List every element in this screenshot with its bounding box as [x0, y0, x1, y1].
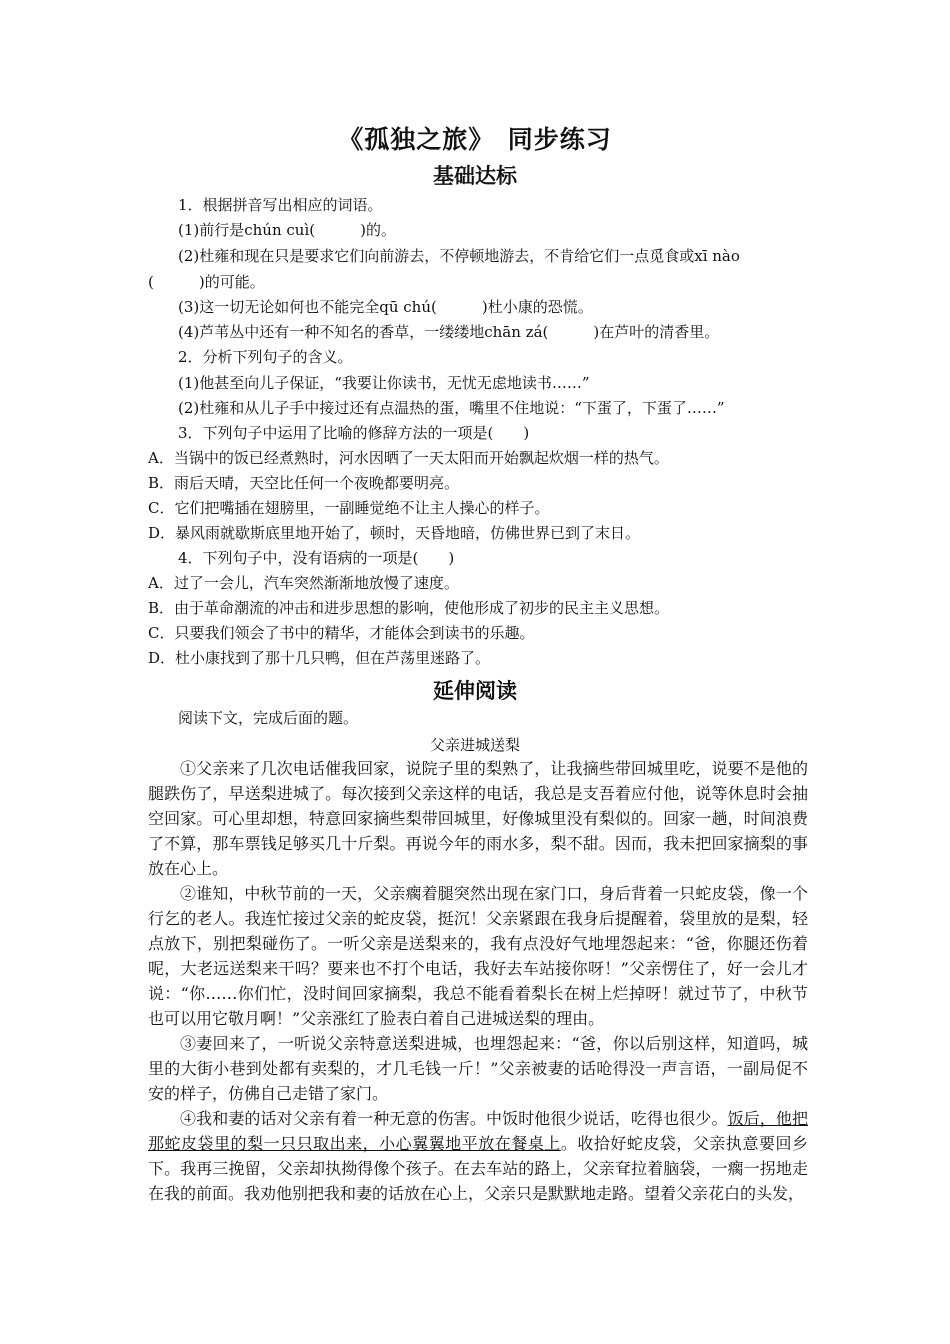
story-paragraph-4 — [148, 1106, 808, 1206]
question-1-item-4: (4)芦苇丛中还有一种不知名的香草，一缕缕地chān zá( )在芦叶的清香里。 — [178, 323, 720, 341]
question-3-option-a: A．当锅中的饭已经煮熟时，河水因晒了一天太阳而开始飘起炊烟一样的热气。 — [148, 449, 669, 467]
question-4-option-c: C．只要我们领会了书中的精华，才能体会到读书的乐趣。 — [148, 624, 535, 642]
document-title: 《孤独之旅》 同步练习 — [338, 125, 612, 154]
question-2-stem: 2．分析下列句子的含义。 — [178, 348, 353, 366]
question-2-item-2: (2)杜雍和从儿子手中接过还有点温热的蛋，嘴里不住地说：“下蛋了，下蛋了……” — [178, 399, 725, 417]
question-3-option-d: D．暴风雨就歇斯底里地开始了，顿时，天昏地暗，仿佛世界已到了末日。 — [148, 524, 641, 542]
story-title: 父亲进城送梨 — [429, 736, 520, 754]
section-heading-basic: 基础达标 — [433, 164, 517, 188]
question-4-option-a: A．过了一会儿，汽车突然渐渐地放慢了速度。 — [148, 574, 459, 592]
question-4-option-d: D．杜小康找到了那十几只鸭，但在芦荡里迷路了。 — [148, 649, 491, 667]
story-paragraph-2: ②谁知，中秋节前的一天，父亲瘸着腿突然出现在家门口，身后背着一只蛇皮袋，像一个行乞的老人。我连忙接过父亲的蛇皮袋，挺沉！父亲紧跟在我身后提醒着，袋里放的是梨，轻点放下，别把梨碰伤了。一听父亲是送梨来的，我有点没好气地埋怨起来：“爸，你腿还伤着呢，大老远送梨来干吗？要来也不打个电话，我好去车站接你呀！”父亲愣住了，好一会儿才说：“你……你们忙，没时间回家摘梨，我总不能看着梨长在树上烂掉呀！就过节了，中秋节也可以用它敬月啊！”父亲涨红了脸表白着自己进城送梨的理由。 — [148, 884, 808, 1028]
story-paragraph-1: ①父亲来了几次电话催我回家，说院子里的梨熟了，让我摘些带回城里吃，说要不是他的腿跌伤了，早送梨进城了。每次接到父亲这样的电话，我总是支吾着应付他，说等休息时会抽空回家。可心里却想，特意回家摘些梨带回城里，好像城里没有梨似的。回家一趟，时间浪费了不算，那车票钱足够买几十斤梨。再说今年的雨水多，梨不甜。因而，我未把回家摘梨的事放在心上。 — [148, 759, 808, 878]
paragraph-4-text-start: ④我和妻的话对父亲有着一种无意的伤害。中饭时他很少说话，吃得也很少。 — [180, 1109, 728, 1128]
reading-instruction: 阅读下文，完成后面的题。 — [178, 709, 359, 727]
question-1-item-2: (2)杜雍和现在只是要求它们向前游去，不停顿地游去，不肯给它们一点觅食或xī nào — [178, 247, 740, 265]
question-1-stem: 1．根据拼音写出相应的词语。 — [178, 196, 383, 214]
question-2-item-1: (1)他甚至向儿子保证，“我要让你读书，无忧无虑地读书……” — [178, 374, 590, 392]
question-1-item-3: (3)这一切无论如何也不能完全qū chú( )杜小康的恐慌。 — [178, 298, 593, 316]
question-3-option-b: B．雨后天晴，天空比任何一个夜晚都要明亮。 — [148, 474, 460, 492]
question-4-option-b: B．由于革命潮流的冲击和进步思想的影响，使他形成了初步的民主主义思想。 — [148, 599, 670, 617]
question-3-option-c: C．它们把嘴插在翅膀里，一副睡觉绝不让主人操心的样子。 — [148, 499, 550, 517]
paragraph-4-text-end: 。收拾好蛇皮袋，父亲执意要回乡下。我再三挽留，父亲却执拗得像个孩子。在去车站的路上，父亲耷拉着脑袋，一瘸一拐地走在我的前面。我劝他别把我和妻的话放在心上，父亲只是默默地走路。望着父亲花白的头发， — [148, 1134, 808, 1203]
question-1-item-2-cont: ( )的可能。 — [148, 273, 265, 291]
question-3-stem: 3．下列句子中运用了比喻的修辞方法的一项是( ) — [178, 424, 530, 442]
section-heading-reading: 延伸阅读 — [433, 679, 517, 703]
question-1-item-1: (1)前行是chún cuì( )的。 — [178, 221, 396, 239]
story-paragraph-3: ③妻回来了，一听说父亲特意送梨进城，也埋怨起来：“爸，你以后别这样，知道吗，城里的大街小巷到处都有卖梨的，才几毛钱一斤！”父亲被妻的话呛得没一声言语，一副局促不安的样子，仿佛自己走错了家门。 — [148, 1034, 808, 1103]
underlined-sentence: 饭后，他把那蛇皮袋里的梨一只只取出来，小心翼翼地平放在餐桌上 — [148, 1109, 808, 1153]
question-4-stem: 4．下列句子中，没有语病的一项是( ) — [178, 549, 455, 567]
